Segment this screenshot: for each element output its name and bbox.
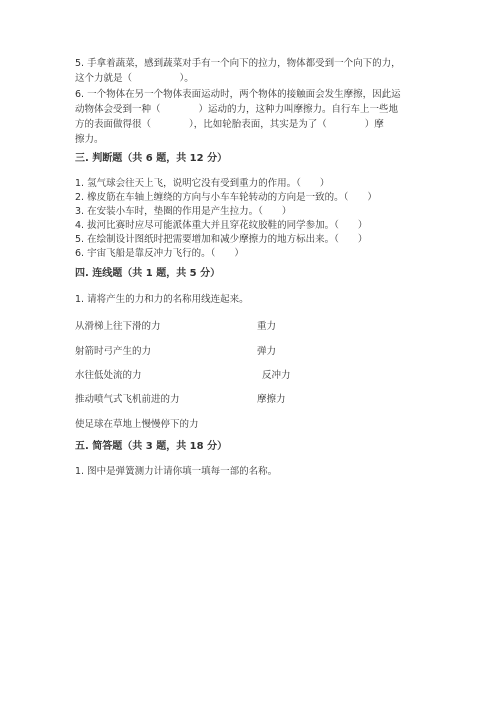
q6-line-2: 动物体会受到一种（ ）运动的力，这种力叫摩擦力。自行车上一些地 — [75, 104, 399, 115]
match-right-3: 反冲力 — [262, 370, 291, 381]
q5-line-1: 5. 手拿着蔬菜，感到蔬菜对手有一个向下的拉力，物体都受到一个向下的力， — [75, 58, 401, 69]
match-left-3: 水往低处流的力 — [75, 370, 142, 381]
judge-item-2: 2. 橡皮筋在车轴上缠绕的方向与小车车轮转动的方向是一致的。（ ） — [75, 192, 377, 203]
match-left-5: 使足球在草地上慢慢停下的力 — [75, 419, 199, 430]
match-left-2: 射箭时弓产生的力 — [75, 346, 152, 357]
section-4-title: 四. 连线题（共 1 题，共 5 分） — [75, 268, 221, 279]
match-left-4: 推动喷气式飞机前进的力 — [75, 394, 180, 405]
match-left-1: 从滑梯上往下滑的力 — [75, 321, 161, 332]
section-5-title: 五. 简答题（共 3 题，共 18 分） — [75, 441, 228, 452]
short-answer-prompt: 1. 图中是弹簧测力计请你填一填每一部的名称。 — [75, 466, 278, 477]
match-prompt: 1. 请将产生的力和力的名称用线连起来。 — [75, 294, 249, 305]
q6-line-1: 6. 一个物体在另一个物体表面运动时，两个物体的接触面会发生摩擦，因此运 — [75, 89, 401, 100]
q6-line-3: 方的表面做得很（ ），比如轮胎表面，其实是为了（ ）摩 — [75, 119, 384, 130]
judge-item-5: 5. 在绘制设计图纸时把需要增加和减少摩擦力的地方标出来。（ ） — [75, 234, 368, 245]
match-right-2: 弹力 — [257, 346, 277, 357]
judge-item-3: 3. 在安装小车时，垫圈的作用是产生拉力。（ ） — [75, 206, 292, 217]
judge-item-6: 6. 宇宙飞船是靠反冲力飞行的。（ ） — [75, 248, 244, 259]
q5-line-2: 这个力就是（ ）。 — [75, 73, 194, 84]
match-right-4: 摩擦力 — [257, 394, 286, 405]
q6-line-4: 擦力。 — [75, 134, 104, 145]
match-right-1: 重力 — [257, 321, 277, 332]
section-3-title: 三. 判断题（共 6 题，共 12 分） — [75, 153, 228, 164]
judge-item-4: 4. 拔河比赛时应尽可能派体重大并且穿花纹胶鞋的同学参加。（ ） — [75, 220, 368, 231]
judge-item-1: 1. 氢气球会往天上飞，说明它没有受到重力的作用。（ ） — [75, 178, 330, 189]
